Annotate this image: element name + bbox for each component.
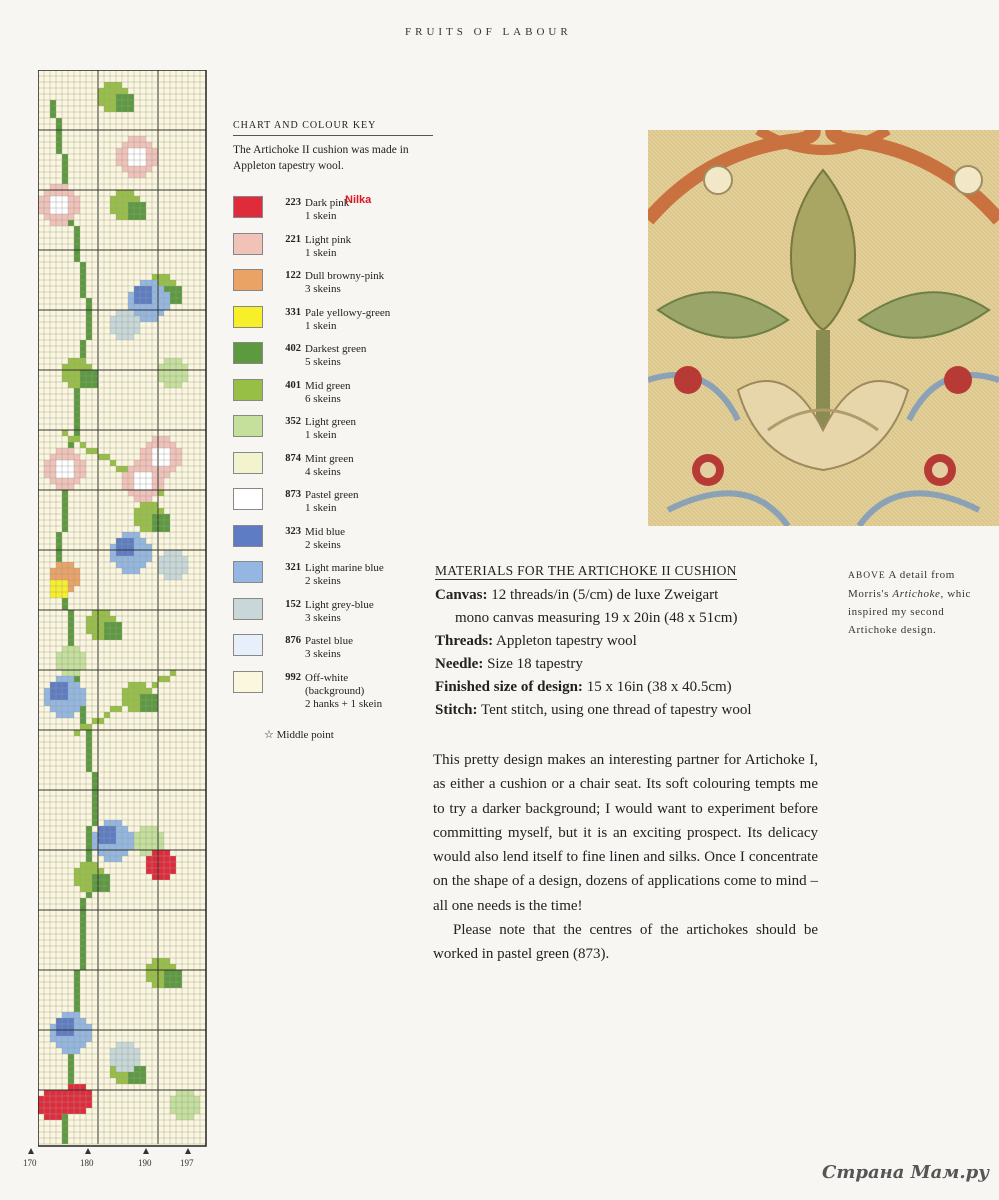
colour-name: Dull browny-pink [305,270,385,282]
colour-swatch [233,342,263,364]
colour-name: Pale yellowy-green [305,306,391,319]
colour-code: 321 [285,562,301,573]
colour-swatch [233,269,263,291]
colour-quantity: 2 skeins [305,538,341,551]
tick-label-170: 170 [23,1158,37,1168]
tick-label-190: 190 [138,1158,152,1168]
tick-mark-197 [185,1148,191,1154]
tick-mark-180 [85,1148,91,1154]
tick-label-197: 197 [180,1158,194,1168]
photo-caption [848,566,971,639]
colour-swatch [233,525,263,547]
colour-quantity: 4 skeins [305,465,341,478]
colour-code: 122 [285,270,301,281]
materials-threads: Threads: Appleton tapestry wool [435,633,637,649]
colour-name: Light green [305,416,357,428]
materials-needle: Needle: Size 18 tapestry [435,656,583,672]
materials-canvas-cont: mono canvas measuring 19 x 20in (48 x 51cm) [455,610,738,626]
caption-line1: A detail from [888,569,955,581]
chart-grid [38,70,208,1148]
colour-code: 402 [285,343,301,354]
materials-canvas: Canvas: 12 threads/in (5/cm) de luxe Zweigart [435,587,719,603]
body-paragraph-1: This pretty design makes an interesting partner for Artichoke I, as either a cushion or a chair seat. Its soft colouring tempts me to try a darker background; I would want to experiment before committing myself, but it is an exciting prospect. Its delicacy would also lend itself to fine linen and silks. Once I concentrate on the shape of a design, dozens of applications come to mind – all one needs is the time! [433,752,818,914]
running-head: FRUITS OF LABOUR [405,26,572,38]
materials-section [435,560,835,722]
materials-heading: MATERIALS FOR THE ARTICHOKE II CUSHION [435,563,737,578]
colour-quantity: 2 skeins [305,575,341,587]
key-item [233,671,433,708]
tick-mark-170 [28,1148,34,1154]
colour-quantity: 5 skeins [305,356,341,368]
colour-description [305,635,353,661]
colour-swatch [233,488,263,510]
colour-description [305,234,351,260]
middle-point-note: ☆ Middle point [264,729,334,741]
colour-name: Pastel blue [305,635,353,647]
caption-lead: ABOVE [848,571,886,581]
colour-swatch [233,561,263,583]
artichoke-photo [648,130,999,526]
colour-swatch [233,379,263,401]
colour-extra: (background) [305,684,365,697]
key-item [233,415,433,452]
colour-quantity: 3 skeins [305,611,341,624]
key-intro: The Artichoke II cushion was made in Appleton tapestry wool. [233,144,409,172]
key-item [233,488,433,525]
colour-description [305,526,345,552]
colour-code: 874 [285,452,301,464]
colour-code: 323 [285,525,301,537]
colour-name: Darkest green [305,343,367,355]
key-item [233,269,433,306]
key-item [233,561,433,598]
body-paragraph-2: Please note that the centres of the artichokes should be worked in pastel green (873). [433,922,818,963]
key-list [233,196,433,710]
watermark-label: Nilka [345,194,372,206]
tick-mark-190 [143,1148,149,1154]
colour-code: 221 [285,233,301,245]
colour-description [305,380,351,406]
colour-name: Dark pink [305,197,350,209]
colour-code: 992 [285,671,301,683]
colour-description [305,489,358,515]
colour-description [305,307,390,333]
colour-code: 401 [285,379,301,391]
colour-description [305,453,354,479]
colour-quantity: 2 hanks + 1 skein [305,697,383,710]
tick-label-180: 180 [80,1158,94,1168]
key-item [233,525,433,562]
colour-swatch [233,196,263,218]
colour-code: 152 [285,598,301,610]
colour-description [305,562,384,588]
colour-name: Mint green [305,452,354,465]
needlepoint-chart [38,70,208,1148]
key-item [233,634,433,671]
colour-quantity: 6 skeins [305,392,341,405]
site-logo: Страна Мам.ру [822,1162,989,1183]
colour-description [305,343,366,369]
colour-description [305,197,349,223]
colour-name: Pastel green [305,489,359,501]
colour-quantity: 1 skein [305,429,337,441]
colour-description [305,416,356,442]
key-item [233,233,433,270]
colour-quantity: 1 skein [305,246,337,259]
key-heading: CHART AND COLOUR KEY [233,120,433,136]
body-text [433,748,818,967]
colour-swatch [233,233,263,255]
colour-quantity: 3 skeins [305,283,341,295]
caption-line4: Artichoke design. [848,624,937,636]
colour-quantity: 1 skein [305,319,337,332]
colour-name: Off-white [305,671,349,684]
colour-code: 223 [285,197,301,208]
materials-finished-size: Finished size of design: 15 x 16in (38 x 40.5cm) [435,679,732,695]
key-item [233,306,433,343]
caption-line3: inspired my second [848,606,945,618]
colour-quantity: 3 skeins [305,648,341,660]
caption-line2-pre: Morris's [848,588,890,600]
colour-swatch [233,671,263,693]
colour-swatch [233,634,263,656]
colour-description [305,599,374,625]
colour-name: Mid green [305,379,351,392]
colour-code: 352 [285,416,301,427]
colour-swatch [233,415,263,437]
key-item [233,598,433,635]
colour-description [305,270,384,296]
colour-swatch [233,452,263,474]
key-item [233,342,433,379]
colour-description [305,672,382,711]
colour-name: Light grey-blue [305,598,374,611]
key-item [233,196,433,233]
key-item [233,379,433,416]
colour-swatch [233,306,263,328]
colour-code: 876 [285,635,301,646]
colour-name: Light pink [305,233,352,246]
key-item [233,452,433,489]
colour-name: Light marine blue [305,562,384,574]
colour-code: 873 [285,489,301,500]
colour-quantity: 1 skein [305,502,337,514]
colour-code: 331 [285,306,301,318]
colour-name: Mid blue [305,525,346,538]
caption-line2-post: , whic [940,588,972,600]
caption-line2-em: Artichoke [892,588,941,600]
materials-stitch: Stitch: Tent stitch, using one thread of tapestry wool [435,702,752,718]
colour-quantity: 1 skein [305,210,337,222]
colour-swatch [233,598,263,620]
colour-key [233,120,433,710]
